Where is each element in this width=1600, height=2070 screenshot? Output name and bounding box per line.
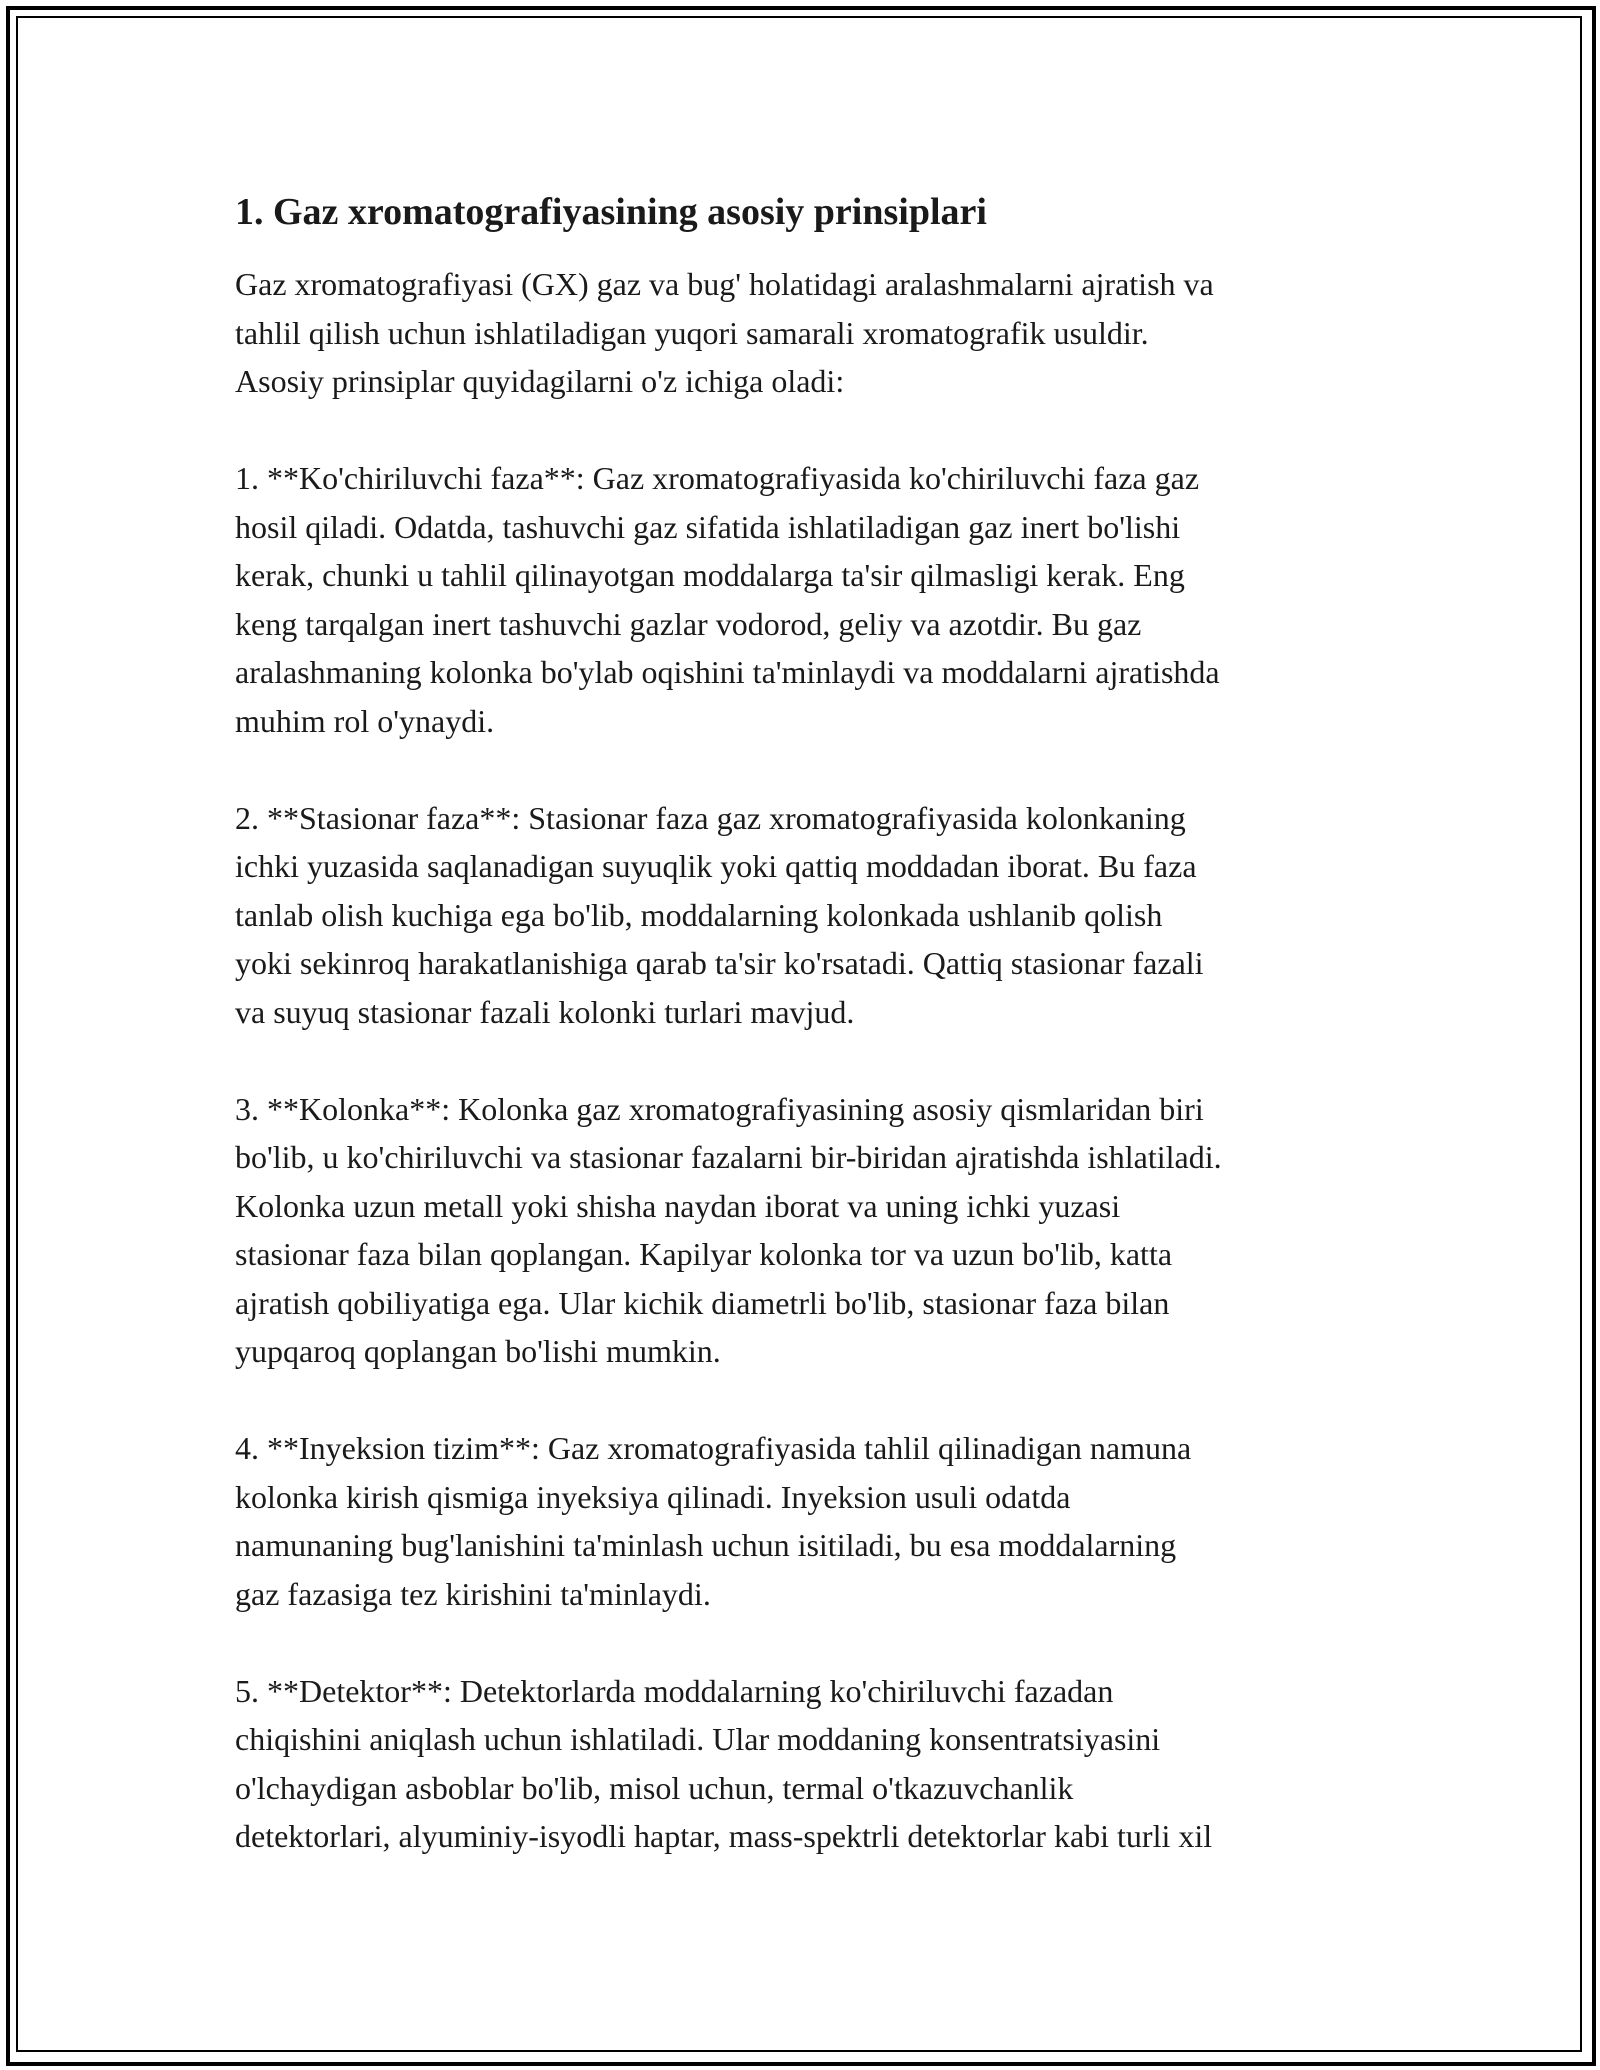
text-line: ajratish qobiliyatiga ega. Ular kichik diametrli bo'lib, stasionar faza bilan [235,1284,1170,1321]
document-body [235,188,1375,1909]
list-item-injection-system [235,1424,1375,1618]
list-item-stationary-phase [235,794,1375,1037]
intro-paragraph [235,260,1375,406]
text-line: Gaz xromatografiyasi (GX) gaz va bug' holatidagi aralashmalarni ajratish va [235,266,1214,302]
text-line: 4. **Inyeksion tizim**: Gaz xromatografiyasida tahlil qilinadigan namuna [235,1430,1192,1466]
text-line: Asosiy prinsiplar quyidagilarni o'z ichiga oladi: [235,363,845,399]
text-line: stasionar faza bilan qoplangan. Kapilyar kolonka tor va uzun bo'lib, katta [235,1236,1173,1272]
text-line: muhim rol o'ynaydi. [235,702,495,739]
text-line: o'lchaydigan asboblar bo'lib, misol uchun, termal o'tkazuvchanlik [235,1769,1074,1806]
text-line: tanlab olish kuchiga ega bo'lib, moddalarning kolonkada ushlanib qolish [235,896,1163,933]
text-line: 1. **Ko'chiriluvchi faza**: Gaz xromatografiyasida ko'chiriluvchi faza gaz [235,460,1200,496]
text-line: chiqishini aniqlash uchun ishlatiladi. Ular moddaning konsentratsiyasini [235,1721,1161,1757]
section-heading: 1. Gaz xromatografiyasining asosiy prinsiplari [235,191,987,233]
text-line: hosil qiladi. Odatda, tashuvchi gaz sifatida ishlatiladigan gaz inert bo'lishi [235,508,1181,545]
list-item-detector [235,1667,1375,1861]
text-line: kolonka kirish qismiga inyeksiya qilinadi. Inyeksion usuli odatda [235,1478,1071,1515]
text-line: yoki sekinroq harakatlanishiga qarab ta'sir ko'rsatadi. Qattiq stasionar fazali [235,945,1204,981]
text-line: 2. **Stasionar faza**: Stasionar faza gaz xromatografiyasida kolonkaning [235,799,1186,836]
text-line: aralashmaning kolonka bo'ylab oqishini ta'minlaydi va moddalarni ajratishda [235,654,1220,690]
text-line: gaz fazasiga tez kirishini ta'minlaydi. [235,1575,711,1612]
text-line: va suyuq stasionar fazali kolonki turlari mavjud. [235,993,855,1030]
text-line: 5. **Detektor**: Detektorlarda moddalarning ko'chiriluvchi fazadan [235,1672,1114,1709]
text-line: bo'lib, u ko'chiriluvchi va stasionar fazalarni bir-biridan ajratishda ishlatiladi. [235,1139,1222,1175]
text-line: kerak, chunki u tahlil qilinayotgan moddalarga ta'sir qilmasligi kerak. Eng [235,557,1185,593]
text-line: detektorlari, alyuminiy-isyodli haptar, mass-spektrli detektorlar kabi turli xil [235,1818,1213,1854]
text-line: 3. **Kolonka**: Kolonka gaz xromatografiyasining asosiy qismlaridan biri [235,1090,1204,1127]
text-line: tahlil qilish uchun ishlatiladigan yuqori samarali xromatografik usuldir. [235,314,1149,351]
list-item-mobile-phase [235,454,1375,745]
list-item-column [235,1085,1375,1376]
text-line: yupqaroq qoplangan bo'lishi mumkin. [235,1333,721,1369]
text-line: Kolonka uzun metall yoki shisha naydan iborat va uning ichki yuzasi [235,1187,1121,1224]
text-line: ichki yuzasida saqlanadigan suyuqlik yoki qattiq moddadan iborat. Bu faza [235,848,1197,884]
text-line: namunaning bug'lanishini ta'minlash uchun isitiladi, bu esa moddalarning [235,1527,1177,1563]
text-line: keng tarqalgan inert tashuvchi gazlar vodorod, geliy va azotdir. Bu gaz [235,605,1142,642]
